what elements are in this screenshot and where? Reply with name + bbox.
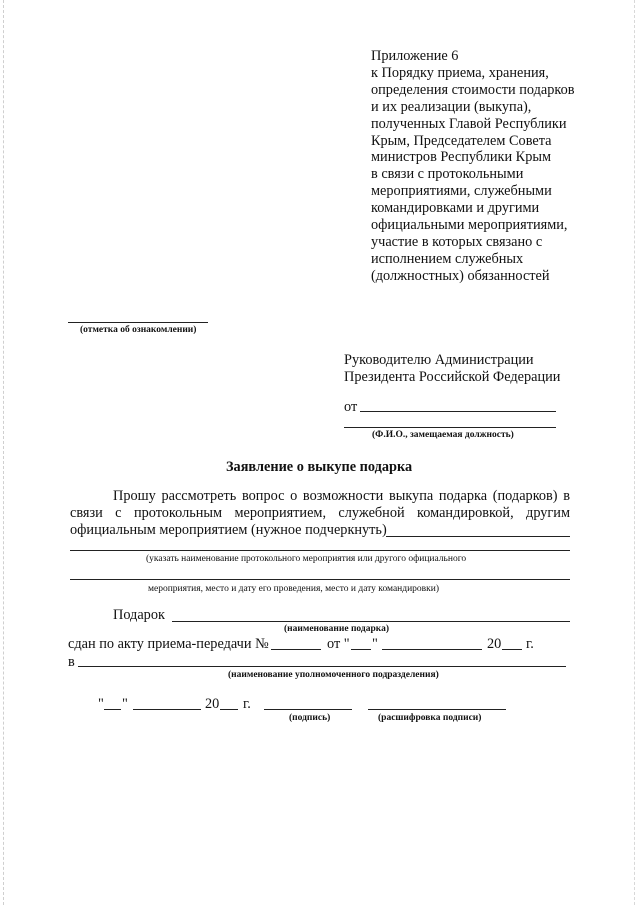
act-day-quote: " xyxy=(372,636,378,652)
sign-day-field[interactable] xyxy=(104,709,121,710)
event-field-2[interactable] xyxy=(70,579,570,580)
ack-signature-line[interactable] xyxy=(68,322,208,323)
paragraph-line: официальным мероприятием (нужное подчеркнуть) xyxy=(70,522,387,539)
document-title: Заявление о выкупе подарка xyxy=(226,459,413,475)
appendix-line: Приложение 6 xyxy=(371,48,459,64)
scan-edge-left xyxy=(3,0,5,905)
sign-year-field[interactable] xyxy=(220,709,238,710)
appendix-line: и их реализации (выкупа), xyxy=(371,98,532,115)
signature-field[interactable] xyxy=(264,709,352,710)
act-date-label: от " xyxy=(327,636,350,652)
event-field-inline[interactable] xyxy=(386,536,570,537)
from-name-field[interactable] xyxy=(360,411,556,412)
act-year-field[interactable] xyxy=(502,649,522,650)
paragraph-line: связи с протокольным мероприятием, служебной командировкой, другим xyxy=(70,505,570,522)
appendix-header xyxy=(371,48,636,285)
appendix-line: полученных Главой Республики xyxy=(371,115,567,132)
sign-date-quote-close: " xyxy=(122,696,128,712)
dept-field[interactable] xyxy=(78,666,566,667)
paragraph-line: Прошу рассмотреть вопрос о возможности выкупа подарка (подарков) в xyxy=(113,488,570,504)
sign-date-quote-open: " xyxy=(98,696,104,712)
fio-caption: (Ф.И.О., замещаемая должность) xyxy=(372,430,514,440)
appendix-line: участие в которых связано с xyxy=(371,233,543,250)
event-caption-2: мероприятия, место и дату его проведения, место и дату командировки) xyxy=(148,584,440,594)
act-label: сдан по акту приема-передачи № xyxy=(68,636,269,652)
act-month-field[interactable] xyxy=(382,649,482,650)
appendix-line: в связи с протокольными xyxy=(371,166,524,183)
appendix-line: официальными мероприятиями, xyxy=(371,217,568,234)
event-field-1[interactable] xyxy=(70,550,570,551)
dept-caption: (наименование уполномоченного подразделения) xyxy=(228,670,439,680)
request-paragraph xyxy=(70,488,570,540)
appendix-line: командировками и другими xyxy=(371,200,540,217)
sign-year-suffix: г. xyxy=(243,696,251,712)
ack-caption: (отметка об ознакомлении) xyxy=(80,325,197,335)
gift-label: Подарок xyxy=(113,607,165,623)
sign-month-field[interactable] xyxy=(133,709,201,710)
appendix-line: Крым, Председателем Совета xyxy=(371,132,552,149)
appendix-line: мероприятиями, служебными xyxy=(371,183,552,200)
signature-caption: (подпись) xyxy=(289,713,331,723)
appendix-line: исполнением служебных xyxy=(371,250,524,267)
signature-decode-field[interactable] xyxy=(368,709,506,710)
appendix-line: определения стоимости подарков xyxy=(371,81,575,98)
act-year-prefix: 20 xyxy=(487,636,502,652)
appendix-line: министров Республики Крым xyxy=(371,149,552,166)
from-label: от xyxy=(344,399,358,415)
appendix-line: к Порядку приема, хранения, xyxy=(371,64,549,81)
gift-caption: (наименование подарка) xyxy=(284,624,389,634)
gift-name-field[interactable] xyxy=(172,621,570,622)
addressee-line-1: Руководителю Администрации xyxy=(344,352,534,368)
from-position-field[interactable] xyxy=(344,427,556,428)
act-number-field[interactable] xyxy=(271,649,321,650)
act-year-suffix: г. xyxy=(526,636,534,652)
addressee-line-2: Президента Российской Федерации xyxy=(344,369,561,385)
signature-decode-caption: (расшифровка подписи) xyxy=(378,713,482,723)
act-day-field[interactable] xyxy=(351,649,371,650)
event-caption-1: (указать наименование протокольного мероприятия или другого официального xyxy=(146,554,467,564)
appendix-line: (должностных) обязанностей xyxy=(371,267,550,284)
sign-year-prefix: 20 xyxy=(205,696,220,712)
dept-label: в xyxy=(68,654,75,670)
